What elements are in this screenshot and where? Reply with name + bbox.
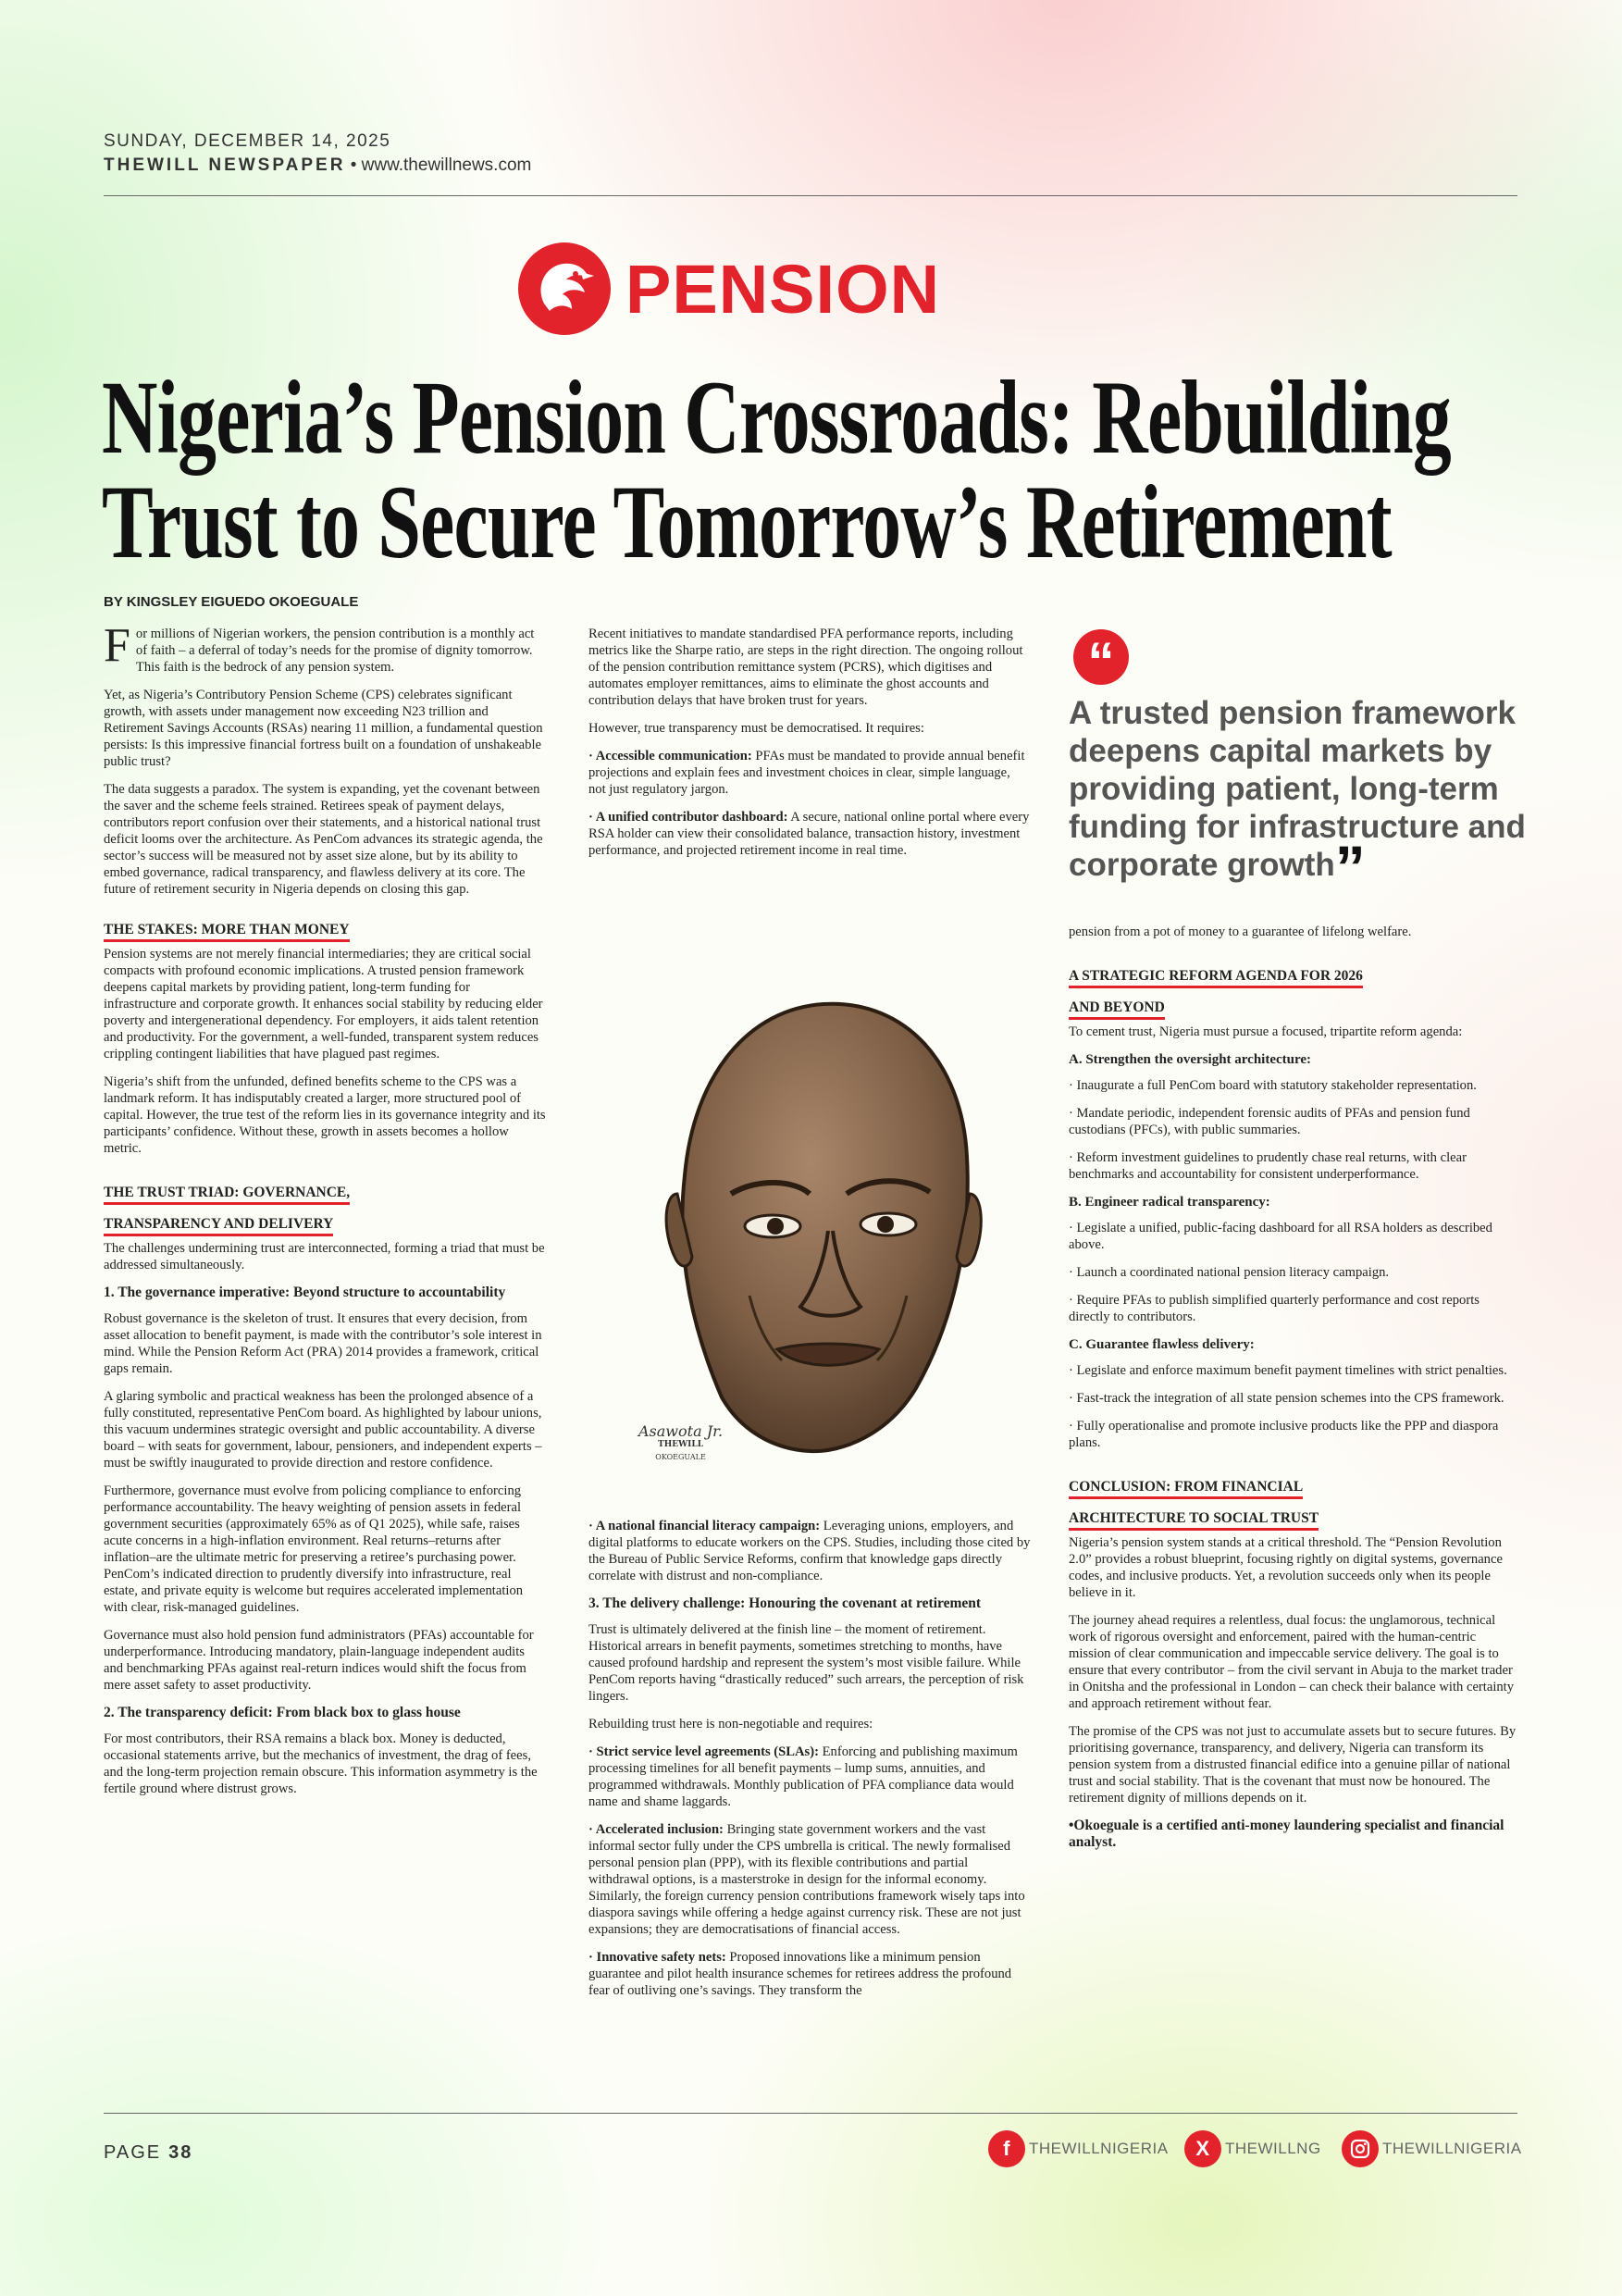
paragraph: Robust governance is the skeleton of trust. It ensures that every decision, from asset allocation to benefit payment, is made with the contributor’s sole interest in mind. While the Pension Reform Act (PRA) 2014 provides a framework, critical gaps remain. [104,1311,542,1376]
paragraph: Governance must also hold pension fund administrators (PFAs) accountable for underperformance. Introducing mandatory, plain-language independent audits and benchmarking PFAs against real-return indices would shift the focus from mere asset safety to asset productivity. [104,1628,534,1693]
x-link[interactable]: X THEWILLNG [1184,2130,1321,2167]
website: • www.thewillnews.com [350,155,532,175]
issue-date: SUNDAY, DECEMBER 14, 2025 [104,131,391,151]
list-item: · Require PFAs to publish simplified quarterly performance and cost reports directly to contributors. [1069,1293,1480,1324]
top-rule [104,195,1517,196]
x-icon: X [1184,2130,1221,2167]
list-item: · Launch a coordinated national pension literacy campaign. [1069,1265,1390,1280]
bullet-item: · Strict service level agreements (SLAs): Enforcing and publishing maximum processing timelines for all benefit payments – lump sums, annuities, and programmed withdrawals. Monthly publication of PFA compliance data would name and shame laggards. [588,1744,1018,1809]
paper-masthead [104,155,531,176]
page-number: PAGE 38 [104,2142,193,2163]
column-1 [104,619,546,1808]
list-item: · Inaugurate a full PenCom board with statutory stakeholder representation. [1069,1078,1477,1093]
bullet-item: · Accessible communication: PFAs must be mandated to provide annual benefit projections and explain fees and investment choices in clear, simple language, not just regulatory jargon. [588,749,1025,797]
subheading-transparency: 2. The transparency deficit: From black box to glass house [104,1705,461,1720]
list-item: · Legislate a unified, public-facing dashboard for all RSA holders as described above. [1069,1221,1492,1252]
subheading-c: C. Guarantee flawless delivery: [1069,1337,1255,1352]
paragraph: Yet, as Nigeria’s Contributory Pension Scheme (CPS) celebrates significant growth, with assets under management now exceeding N23 trillion and Retirement Savings Accounts (RSAs) nearing 11 million, a fundamental question persists: Is this impressive financial fortress built on a foundation of unshakeable public trust? [104,688,543,769]
paragraph: Nigeria’s pension system stands at a critical threshold. The “Pension Revolution 2.0” provides a robust blueprint, focusing rightly on digital systems, governance codes, and inclusive products. Yet, a revolution succeeds only when its people believe in it. [1069,1535,1503,1600]
subheading-delivery: 3. The delivery challenge: Honouring the covenant at retirement [588,1595,982,1611]
drop-cap: F [104,619,130,672]
headline-line-1: Nigeria’s Pension Crossroads: Rebuilding [102,360,1451,476]
author-portrait-illustration [611,962,1018,1481]
section-banner [518,242,940,335]
list-item: · Fully operationalise and promote inclusive products like the PPP and diaspora plans. [1069,1419,1499,1450]
bullet-item: · A unified contributor dashboard: A secure, national online portal where every RSA holder can view their consolidated balance, transaction history, investment performance, and projected retirement income in real time. [588,810,1030,858]
section-heading-triad: THE TRUST TRIAD: GOVERNANCE, TRANSPARENCY AND DELIVERY [104,1177,546,1240]
paragraph: Rebuilding trust here is non-negotiable and requires: [588,1717,873,1731]
column-3 [1069,924,1517,1862]
subheading-a: A. Strengthen the oversight architecture: [1069,1052,1312,1067]
paper-name: THEWILL NEWSPAPER [104,155,346,175]
illustration-credit: Asawota Jr. THEWILL OKOEGUALE [638,1422,724,1461]
quote-close-mark: ” [1334,833,1366,901]
headline-line-2: Trust to Secure Tomorrow’s Retirement [102,465,1392,580]
subheading-governance: 1. The governance imperative: Beyond structure to accountability [104,1285,506,1300]
list-item: · Mandate periodic, independent forensic audits of PFAs and pension fund custodians (PFCs), with public summaries. [1069,1106,1470,1137]
paragraph: Recent initiatives to mandate standardised PFA performance reports, including metrics like the Sharpe ratio, are steps in the right direction. The ongoing rollout of the pension contribution remittance system (PCRS), which digitises and automates employer remittances, aims to eliminate the ghost accounts and contribution delays that have broken trust for years. [588,627,1023,708]
paragraph: However, true transparency must be democratised. It requires: [588,721,924,736]
headline [102,360,1451,580]
list-item: · Fast-track the integration of all state pension schemes into the CPS framework. [1069,1391,1504,1406]
paragraph: pension from a pot of money to a guarantee of lifelong welfare. [1069,925,1412,939]
subheading-b: B. Engineer radical transparency: [1069,1195,1270,1210]
paragraph: Nigeria’s shift from the unfunded, defined benefits scheme to the CPS was a landmark reform. It has indisputably created a larger, more structured pool of capital. However, the true test of the reform lies in its governance integrity and its participants’ confidence. Without these, growth in assets becomes a hollow metric. [104,1074,546,1156]
paragraph: To cement trust, Nigeria must pursue a focused, tripartite reform agenda: [1069,1024,1463,1039]
bullet-item: · A national financial literacy campaign: Leveraging unions, employers, and digital platforms to educate workers on the CPS. Studies, including those cited by the Bureau of Public Service Reforms, confirm that knowledge gaps directly correlate with distrust and non-compliance. [588,1519,1031,1583]
list-item: · Legislate and enforce maximum benefit payment timelines with strict penalties. [1069,1363,1507,1378]
author-note: •Okoeguale is a certified anti-money laundering specialist and financial analyst. [1069,1818,1504,1850]
paragraph: Furthermore, governance must evolve from policing compliance to enforcing performance accountability. The heavy weighting of pension assets in federal government securities (approximately 65% as of Q1 2025), while safe, raises acute concerns in a high-inflation environment. Real returns–returns after inflation–are the ultimate metric for preserving a retiree’s purchasing power. PenCom’s indicated direction to prudently diversify into infrastructure, real estate, and private equity is welcome but requires accelerated implementation with clear, risk-managed guidelines. [104,1483,524,1615]
paragraph: The promise of the CPS was not just to accumulate assets but to secure futures. By prioritising governance, transparency, and delivery, Nigeria can transform its pension system from a distrusted financial edifice into a genuine pillar of national trust and social stability. That is the covenant that must now be honoured. The retirement dignity of millions depends on it. [1069,1724,1517,1806]
paragraph: A glaring symbolic and practical weakness has been the prolonged absence of a fully constituted, representative PenCom board. As highlighted by labour unions, this vacuum undermines strategic oversight and public accountability. A diverse board – with seats for government, labour, pensioners, and independent experts – must be swiftly inaugurated to provide direction and restore confidence. [104,1389,542,1471]
intro-paragraph: For millions of Nigerian workers, the pension contribution is a monthly act of faith – a deferral of today’s needs for the promise of dignity tomorrow. This faith is the bedrock of any pension system. [104,619,535,675]
eagle-logo-icon [518,242,611,335]
facebook-icon: f [988,2130,1025,2167]
pull-quote: A trusted pension framework deepens capital markets by providing patient, long-term funding for infrastructure and corporate growth” [1069,695,1526,901]
paragraph: The challenges undermining trust are interconnected, forming a triad that must be addressed simultaneously. [104,1241,545,1272]
byline: BY KINGSLEY EIGUEDO OKOEGUALE [104,594,359,610]
instagram-link[interactable]: THEWILLNIGERIA [1342,2130,1522,2167]
facebook-link[interactable]: f THEWILLNIGERIA [988,2130,1169,2167]
bottom-rule [104,2113,1517,2114]
section-heading-stakes: THE STAKES: MORE THAN MONEY [104,914,546,946]
section-heading-agenda: A STRATEGIC REFORM AGENDA FOR 2026 AND BEYOND [1069,961,1517,1024]
instagram-icon [1342,2130,1379,2167]
paragraph: Pension systems are not merely financial intermediaries; they are critical social compacts with profound economic implications. A trusted pension framework deepens capital markets by providing patient, long-term funding for infrastructure and corporate growth. It enhances social stability by reducing elder poverty and intergenerational dependency. For employers, it aids talent retention and productivity. For the government, a well-funded, transparent system reduces crippling contingent liabilities that have plagued past regimes. [104,947,543,1061]
bullet-item: · Accelerated inclusion: Bringing state government workers and the vast informal sector fully under the CPS umbrella is critical. The newly formalised personal pension plan (PPP), with its flexible contributions and partial withdrawal options, is a masterstroke in design for the informal economy. Similarly, the foreign currency pension contributions framework wisely taps into diaspora savings while offering a hedge against currency risk. These are not just expansions; they are democratisations of financial access. [588,1822,1025,1937]
quote-open-icon: “ [1073,629,1129,685]
paragraph: The journey ahead requires a relentless, dual focus: the unglamorous, technical work of rigorous oversight and enforcement, paired with the human-centric mission of clear communication and impeccable service delivery. The goal is to ensure that every contributor – from the civil servant in Abuja to the market trader in Onitsha and the professional in London – can check their balance with certainty and approach retirement without fear. [1069,1613,1515,1711]
column-2-bottom [588,1518,1031,2010]
section-label: PENSION [625,250,941,328]
list-item: · Reform investment guidelines to prudently chase real returns, with clear benchmarks and accountability for consistent underperformance. [1069,1150,1467,1182]
section-heading-conclusion: CONCLUSION: FROM FINANCIAL ARCHITECTURE TO SOCIAL TRUST [1069,1471,1517,1534]
column-2-top [588,626,1031,870]
paragraph: The data suggests a paradox. The system is expanding, yet the covenant between the saver and the scheme feels strained. Retirees speak of payment delays, contributors report confusion over their statements, and a historical national trust deficit looms over the architecture. As PenCom advances its strategic agenda, the sector’s success will be measured not by asset size alone, but by its ability to embed governance, radical transparency, and flawless delivery at its core. The future of retirement security in Nigeria depends on closing this gap. [104,782,543,897]
paragraph: Trust is ultimately delivered at the finish line – the moment of retirement. Historical arrears in benefit payments, sometimes stretching to months, have caused profound hardship and represent the system’s most visible failure. While PenCom reports having “drastically reduced” such arrears, the perception of risk lingers. [588,1622,1024,1704]
bullet-item: · Innovative safety nets: Proposed innovations like a minimum pension guarantee and pilot health insurance schemes for retirees address the profound fear of outliving one’s savings. They transform the [588,1950,1012,1998]
paragraph: For most contributors, their RSA remains a black box. Money is deducted, occasional statements arrive, but the mechanics of investment, the drag of fees, and the long-term projection remain obscure. This information asymmetry is the fertile ground where distrust grows. [104,1731,538,1796]
